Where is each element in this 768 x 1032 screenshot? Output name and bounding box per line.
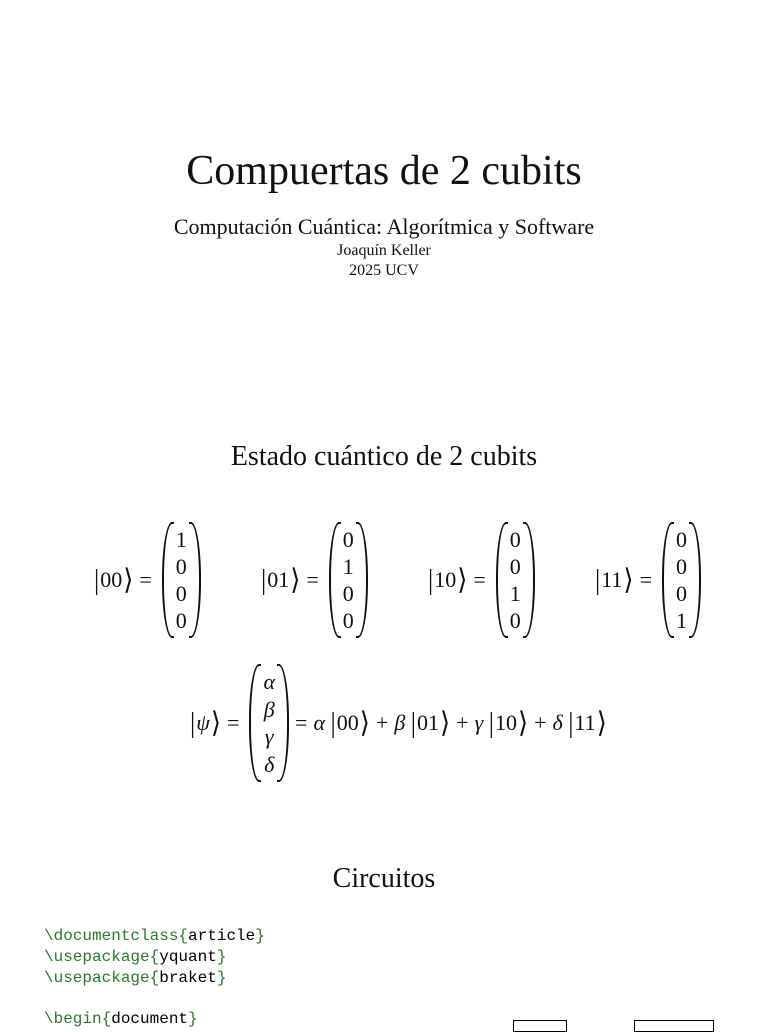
basis-state-10-equation: | 10 ⟩ = 0 0 1 0 xyxy=(428,526,535,634)
coefficient: β xyxy=(394,710,406,735)
vector-entry: 0 xyxy=(342,608,354,633)
coefficient: γ xyxy=(474,710,484,735)
section-title-quantum-state: Estado cuántico de 2 cubits xyxy=(230,441,538,472)
code-line: \documentclass{article} xyxy=(44,927,265,945)
coefficient: δ xyxy=(552,710,563,735)
column-vector xyxy=(162,526,201,634)
ket-term: | 00 ⟩ xyxy=(330,706,370,739)
vector-entry: 1 xyxy=(675,608,687,633)
vector-entry: 0 xyxy=(675,581,687,606)
vector-entry: 1 xyxy=(342,554,354,579)
vector-entry: 0 xyxy=(675,554,687,579)
ket-label: | 10 ⟩ xyxy=(428,563,468,596)
vector-entry: 0 xyxy=(175,581,187,606)
column-vector xyxy=(329,526,368,634)
column-vector xyxy=(662,526,701,634)
ket-term: | 10 ⟩ xyxy=(488,706,529,739)
column-vector xyxy=(496,526,535,634)
column-vector xyxy=(249,668,289,778)
vector-entry: β xyxy=(263,696,275,722)
vector-entry: 0 xyxy=(175,608,187,633)
general-state-equation: | ψ ⟩ = α β γ δ = α | 00 ⟩ + β | 01 ⟩ + γ | 10 ⟩ + δ | 11 ⟩ xyxy=(190,669,607,777)
code-line: \usepackage{yquant} xyxy=(44,947,227,966)
vector-entry: 1 xyxy=(175,527,187,552)
vector-entry: 0 xyxy=(509,554,521,579)
vector-entry: δ xyxy=(264,751,275,777)
document-author: Joaquín Keller xyxy=(337,242,431,259)
vector-entry: 0 xyxy=(675,527,687,552)
ket-psi: | ψ ⟩ xyxy=(190,706,222,739)
document-date: 2025 UCV xyxy=(349,262,419,279)
basis-state-00-equation: | 00 ⟩ = 1 0 0 0 xyxy=(94,526,201,634)
vector-entry: 0 xyxy=(509,527,521,552)
vector-entry: 0 xyxy=(175,554,187,579)
vector-entry: 0 xyxy=(509,608,521,633)
ket-label: | 00 ⟩ xyxy=(94,563,134,596)
document-title: Compuertas de 2 cubits xyxy=(186,148,582,194)
circuit-gate-box xyxy=(513,1020,567,1032)
code-line: \usepackage{braket} xyxy=(44,968,227,987)
vector-entry: 1 xyxy=(509,581,521,606)
vector-entry: 0 xyxy=(342,527,354,552)
code-line: \begin{document} xyxy=(44,1010,198,1029)
section-title-circuits: Circuitos xyxy=(332,863,436,894)
document-subtitle: Computación Cuántica: Algorítmica y Software xyxy=(173,214,595,239)
circuit-gate-box xyxy=(634,1020,714,1032)
basis-state-01-equation: | 01 ⟩ = 0 1 0 0 xyxy=(261,526,368,634)
basis-state-11-equation: | 11 ⟩ = 0 0 0 1 xyxy=(595,526,701,634)
ket-label: | 11 ⟩ xyxy=(595,563,634,596)
ket-term: | 01 ⟩ xyxy=(410,706,451,739)
coefficient: α xyxy=(313,710,326,735)
vector-entry: 0 xyxy=(342,581,354,606)
vector-entry: α xyxy=(263,669,276,694)
ket-label: | 01 ⟩ xyxy=(261,563,301,596)
latex-code-block xyxy=(44,926,265,1030)
ket-term: | 11 ⟩ xyxy=(568,706,607,739)
vector-entry: γ xyxy=(264,724,274,749)
